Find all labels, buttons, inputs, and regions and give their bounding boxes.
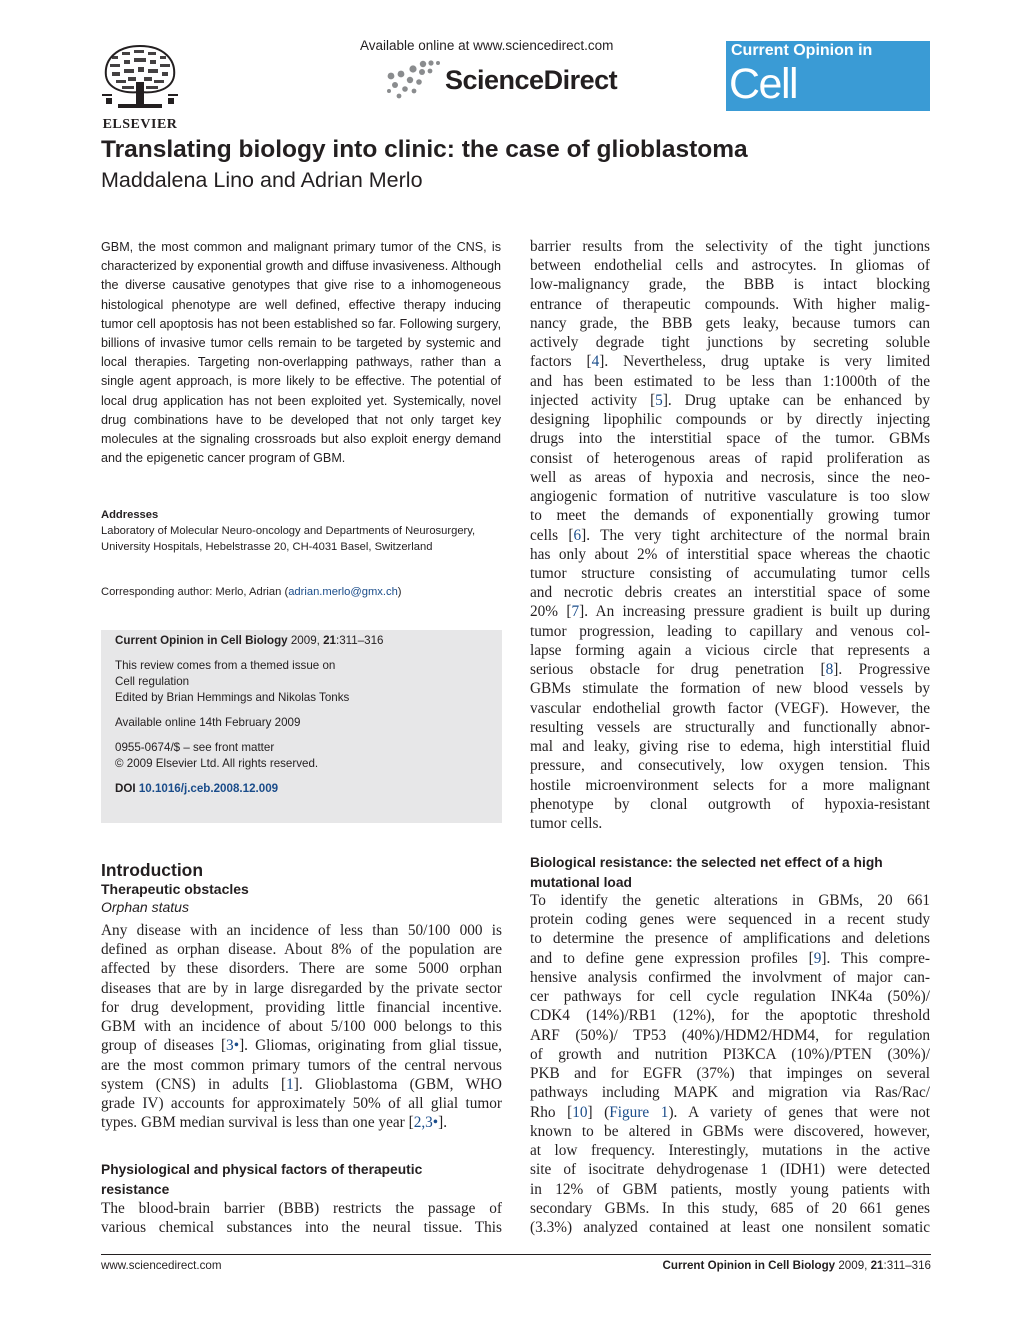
text-run: To identify the genetic alterations in GBMs, 20 661 (530, 892, 930, 909)
text-line (530, 449, 930, 468)
text-run: for drug development, providing little financial incentive. (101, 998, 502, 1016)
text-run: GBM with an incidence of about 5/100 000 belongs to this (101, 1018, 502, 1036)
text-line (530, 1180, 930, 1199)
text-run: The blood-brain barrier (BBB) restricts the passage of (101, 1200, 502, 1217)
addresses-heading: Addresses (101, 509, 159, 521)
reference-link[interactable]: Figure 1 (609, 1103, 669, 1121)
reference-link[interactable]: 9 (813, 949, 822, 967)
text-run: protein coding genes were sequenced in a recent study (530, 911, 930, 929)
text-run: cer pathways for cell cycle regulation INK4a (50%)/ (530, 988, 930, 1006)
footer-volume: 21 (870, 1259, 884, 1272)
text-line (530, 910, 930, 929)
text-line (530, 1103, 930, 1122)
text-line (530, 391, 930, 410)
text-line (530, 314, 930, 333)
text-line (530, 1160, 930, 1179)
text-run: site of isocitrate dehydrogenase 1 (IDH1) were detected (530, 1161, 930, 1179)
text-line (530, 737, 930, 756)
journal-logo-line1: Current Opinion in (731, 42, 873, 59)
text-run: pathways including MAPK and migration via Ras/Rac/ (530, 1084, 930, 1102)
text-line (530, 602, 930, 621)
text-run: cells [ (530, 526, 574, 544)
text-line (530, 699, 930, 718)
text-run: tumor structure consisting of accumulating tumor cells (530, 564, 930, 582)
text-run: resulting vessels are structurally and functionally abnor- (530, 718, 930, 736)
footer-year: 2009, (835, 1259, 871, 1272)
paragraph-biological (530, 891, 930, 1237)
reference-link[interactable]: 2,3• (413, 1114, 439, 1132)
text-run: diseases that are by in large disregarded by the private sector (101, 979, 502, 997)
journal-logo (726, 41, 930, 160)
footer-divider (101, 1254, 931, 1255)
text-run: ] ( (587, 1103, 610, 1121)
infobox-year: 2009, (287, 634, 324, 647)
copyright-line: © 2009 Elsevier Ltd. All rights reserved. (115, 757, 319, 770)
text-line (530, 526, 930, 545)
text-line (530, 410, 930, 429)
elsevier-tree-icon (98, 42, 182, 110)
text-run: ]. Progressive (833, 661, 930, 679)
text-line (530, 237, 930, 256)
text-run: in 12% of GBM patients, mostly young patients with (530, 1180, 930, 1198)
sciencedirect-wordmark: ScienceDirect (445, 64, 618, 95)
reference-link[interactable]: 8 (825, 661, 834, 679)
article-authors: Maddalena Lino and Adrian Merlo (101, 168, 423, 192)
text-run: hensive analysis confirmed the involvment of major can- (530, 968, 930, 986)
text-run: of growth and nutrition PI3KCA (10%)/PTEN (30%)/ (530, 1045, 930, 1063)
text-run: are the most common primary tumors of the central nervous (101, 1056, 502, 1074)
text-run: vascular endothelial growth factor (VEGF). However, the (530, 699, 930, 717)
text-line (530, 795, 930, 814)
available-online-date: Available online 14th February 2009 (115, 716, 301, 729)
text-line (530, 1083, 930, 1102)
text-line (530, 295, 930, 314)
text-line (530, 968, 930, 987)
reference-link[interactable]: 7 (571, 603, 580, 621)
text-run: ). A variety of genes that were not (668, 1103, 931, 1121)
text-run: nancy grade, the BBB gets leaky, because tumors can (530, 314, 930, 332)
text-line (530, 776, 930, 795)
reference-link[interactable]: 6 (573, 526, 582, 544)
text-run: various chemical substances into the neural tissue. This (101, 1219, 502, 1237)
text-line (530, 583, 930, 602)
reference-link[interactable]: 3• (226, 1037, 240, 1055)
text-line (530, 1026, 930, 1045)
text-run: mal and leaky, giving rise to edema, high interstitial fluid (530, 738, 930, 756)
reference-link[interactable]: 1 (286, 1075, 294, 1093)
text-line (530, 814, 930, 833)
article-title: Translating biology into clinic: the case of glioblastoma (101, 136, 748, 163)
paragraph-orphan-status (101, 921, 502, 1133)
text-line (530, 756, 930, 775)
reference-link[interactable]: 4 (591, 353, 600, 371)
text-run: consist of heterogenous areas of rapid proliferation as (530, 449, 930, 467)
text-run: defined as orphan disease. About 8% of the population are (101, 941, 502, 959)
text-line (101, 1036, 502, 1055)
text-run: and necrotic debris creates an interstitial space of some (530, 584, 930, 602)
text-run: tumor progression, leading to capillary and venous col- (530, 622, 930, 640)
text-line (530, 660, 930, 679)
text-line (530, 1045, 930, 1064)
text-line (530, 679, 930, 698)
text-run: low-malignancy grade, the BBB is intact blocking (530, 276, 930, 294)
text-run: to meet the demands of exponentially growing tumor (530, 507, 930, 525)
text-run: PKB and for EGFR (37%) that impinges on several (530, 1065, 930, 1083)
text-line (530, 641, 930, 660)
text-run: angiogenic formation of nutritive vasculature is too slow (530, 488, 930, 506)
subsection-heading-physiological (101, 1160, 502, 1199)
text-line (530, 545, 930, 564)
section-heading-introduction: Introduction (101, 860, 204, 880)
text-run: barrier results from the selectivity of the tight junctions (530, 238, 930, 255)
text-run: injected activity [ (530, 391, 656, 409)
abstract: GBM, the most common and malignant primary tumor of the CNS, is characterized by exponential growth and diffuse invasiveness. Although the diverse causative genotypes that give rise to a inhomogeneous histological phenotype are well defined, effective therapy inducing tumor cell apoptosis has not been established so far. Following surgery, billions of invasive tumor cells remain to be targeted by systemic and local therapies. Targeting non-overlapping pathways, rather than a single agent approach, is more likely to be effective. The potential of local drug application has not been exploited yet. Systemically, novel drug combinations have to be developed that not only target key molecules at the signaling crossroads but also exploit energy demand and the epigenetic cancer program of GBM. (101, 240, 501, 466)
text-run: 20% [ (530, 603, 572, 621)
text-run: ]. (438, 1114, 448, 1132)
text-line (101, 921, 502, 940)
intro-headings (101, 860, 249, 915)
text-run: ]. This compre- (821, 949, 930, 967)
text-line (530, 1199, 930, 1218)
heading-line: mutational load (530, 874, 632, 890)
text-line (530, 1122, 930, 1141)
text-run: factors [ (530, 353, 592, 371)
text-line (530, 987, 930, 1006)
text-line (530, 487, 930, 506)
text-run: ARF (50%)/ TP53 (40%)/HDM2/HDM4, for regulation (530, 1026, 930, 1044)
text-line (530, 256, 930, 275)
corresponding-author (101, 586, 501, 598)
text-line (530, 718, 930, 737)
text-run: serious obstacle for drug penetration [ (530, 661, 826, 679)
text-run: lapse forming again a vicious circle that represents a (530, 641, 930, 659)
text-line (101, 959, 502, 978)
text-run: GBMs stimulate the formation of new blood vessels by (530, 680, 930, 698)
themed-issue-topic: Cell regulation (115, 675, 190, 688)
infobox-journal: Current Opinion in Cell Biology (115, 634, 288, 647)
text-run: grade IV) accounts for approximately 50% of all glial tumor (101, 1095, 502, 1113)
text-line (530, 949, 930, 968)
sciencedirect-dots-icon (383, 58, 443, 102)
footer-website[interactable]: www.sciencedirect.com (101, 1259, 222, 1272)
heading-line: Biological resistance: the selected net effect of a high (530, 855, 883, 870)
subsection-heading-orphan: Orphan status (101, 899, 189, 915)
footer-pages: :311–316 (883, 1259, 931, 1272)
text-line (530, 564, 930, 583)
text-line (530, 275, 930, 294)
text-line (530, 1218, 930, 1237)
text-line (530, 352, 930, 371)
text-run: well as areas of hypoxia and necrosis, since the neo- (530, 468, 930, 486)
text-run: actively degrade tight junctions by secreting soluble (530, 334, 930, 352)
doi-label: DOI (115, 782, 139, 795)
text-run: ]. Nevertheless, drug uptake is very limited (599, 353, 930, 371)
text-run: pressure, and consecutively, low oxygen tension. This (530, 757, 930, 775)
text-run: known to be altered in GBMs were discovered, however, (530, 1122, 930, 1140)
journal-logo-line2: Cell Biology (729, 60, 860, 160)
subsection-heading-therapeutic: Therapeutic obstacles (101, 881, 249, 897)
text-run: CDK4 (14%)/RB1 (12%), for the apoptotic threshold (530, 1007, 930, 1025)
text-run: secondary GBMs. In this study, 685 of 20 661 genes (530, 1199, 930, 1217)
editors-line: Edited by Brian Hemmings and Nikolas Tonks (115, 691, 350, 704)
text-line (101, 940, 502, 959)
text-line (101, 979, 502, 998)
text-line (101, 1094, 502, 1113)
text-line (530, 372, 930, 391)
text-run: and to define gene expression profiles [ (530, 949, 814, 967)
infobox-pages: :311–316 (336, 634, 384, 647)
text-line (101, 1075, 502, 1094)
text-run: at low frequency. Interestingly, mutations in the active (530, 1142, 930, 1160)
text-run: between endothelial cells and astrocytes. In gliomas of (530, 257, 930, 275)
elsevier-logo (98, 42, 182, 132)
text-run: ]. Drug uptake can be enhanced by (662, 391, 930, 409)
text-line (530, 333, 930, 352)
text-run: types. GBM median survival is less than one year [ (101, 1114, 414, 1132)
article-info-box (101, 630, 502, 823)
text-run: hostile microenvironment selects for a more malignant (530, 776, 930, 794)
text-line (101, 1218, 502, 1237)
author-email-link[interactable]: adrian.merlo@gmx.ch (288, 586, 398, 598)
text-run: affected by these disorders. There are some 5000 orphan (101, 960, 502, 978)
text-run: and has been estimated to be less than 1:1000th of the (530, 372, 930, 390)
text-run: (3.3%) analyzed contained at least one nonsilent somatic (530, 1218, 930, 1236)
text-run: system (CNS) in adults [ (101, 1075, 287, 1093)
text-line (530, 622, 930, 641)
heading-line: resistance (101, 1181, 170, 1197)
text-line (530, 891, 930, 910)
corresponding-close: ) (397, 586, 402, 598)
sciencedirect-logo[interactable] (383, 58, 617, 102)
text-line (530, 506, 930, 525)
addresses-text: Laboratory of Molecular Neuro-oncology and Departments of Neurosurgery, University Hospitals, Hebelstrasse 20, CH-4031 Basel, Switzerland (101, 525, 476, 553)
text-line (101, 1113, 502, 1132)
text-run: phenotype by clonal outgrowth of hypoxia-resistant (530, 795, 930, 813)
doi-link[interactable]: 10.1016/j.ceb.2008.12.009 (138, 782, 279, 795)
text-run: to determine the presence of amplifications and deletions (530, 930, 930, 948)
text-line (530, 929, 930, 948)
paragraph-bbb (101, 1199, 502, 1237)
text-run: Rho [ (530, 1103, 573, 1121)
reference-link[interactable]: 10 (572, 1103, 588, 1121)
infobox-volume: 21 (323, 634, 336, 647)
text-run: drugs into the interstitial space of the tumor. GBMs (530, 430, 930, 448)
text-run: entrance of therapeutic compounds. With higher malig- (530, 295, 930, 313)
text-line (101, 1017, 502, 1036)
text-run: group of diseases [ (101, 1037, 227, 1055)
themed-issue-line: This review comes from a themed issue on (115, 659, 336, 672)
reference-link[interactable]: 5 (655, 391, 663, 409)
issn-line: 0955-0674/$ – see front matter (115, 741, 275, 754)
paragraph-bbb-continued (530, 237, 930, 833)
text-line (530, 1064, 930, 1083)
footer-citation (540, 1259, 931, 1272)
text-run: tumor cells. (530, 815, 603, 833)
text-run: Any disease with an incidence of less than 50/100 000 is (101, 922, 502, 939)
subsection-heading-biological (530, 853, 930, 892)
text-run: ]. Glioblastoma (GBM, WHO (293, 1075, 502, 1093)
text-line (101, 1056, 502, 1075)
text-line (530, 468, 930, 487)
text-run: designing lipophilic compounds or by directly injecting (530, 411, 930, 429)
text-line (530, 1141, 930, 1160)
text-line (530, 429, 930, 448)
footer-journal: Current Opinion in Cell Biology (662, 1259, 836, 1272)
corresponding-label: Corresponding author: Merlo, Adrian ( (101, 586, 289, 598)
text-run: ]. An increasing pressure gradient is built up during (579, 603, 930, 621)
text-line (101, 1199, 502, 1218)
heading-line: Physiological and physical factors of therapeutic (101, 1162, 423, 1177)
text-line (101, 998, 502, 1017)
publisher-name: ELSEVIER (102, 117, 178, 132)
available-online-text: Available online at www.sciencedirect.com (360, 38, 614, 53)
text-run: has only about 2% of interstitial space whereas the chaotic (530, 545, 930, 563)
text-line (530, 1006, 930, 1025)
text-run: ]. The very tight architecture of the normal brain (581, 526, 930, 544)
text-run: ]. Gliomas, originating from glial tissue, (239, 1037, 503, 1055)
